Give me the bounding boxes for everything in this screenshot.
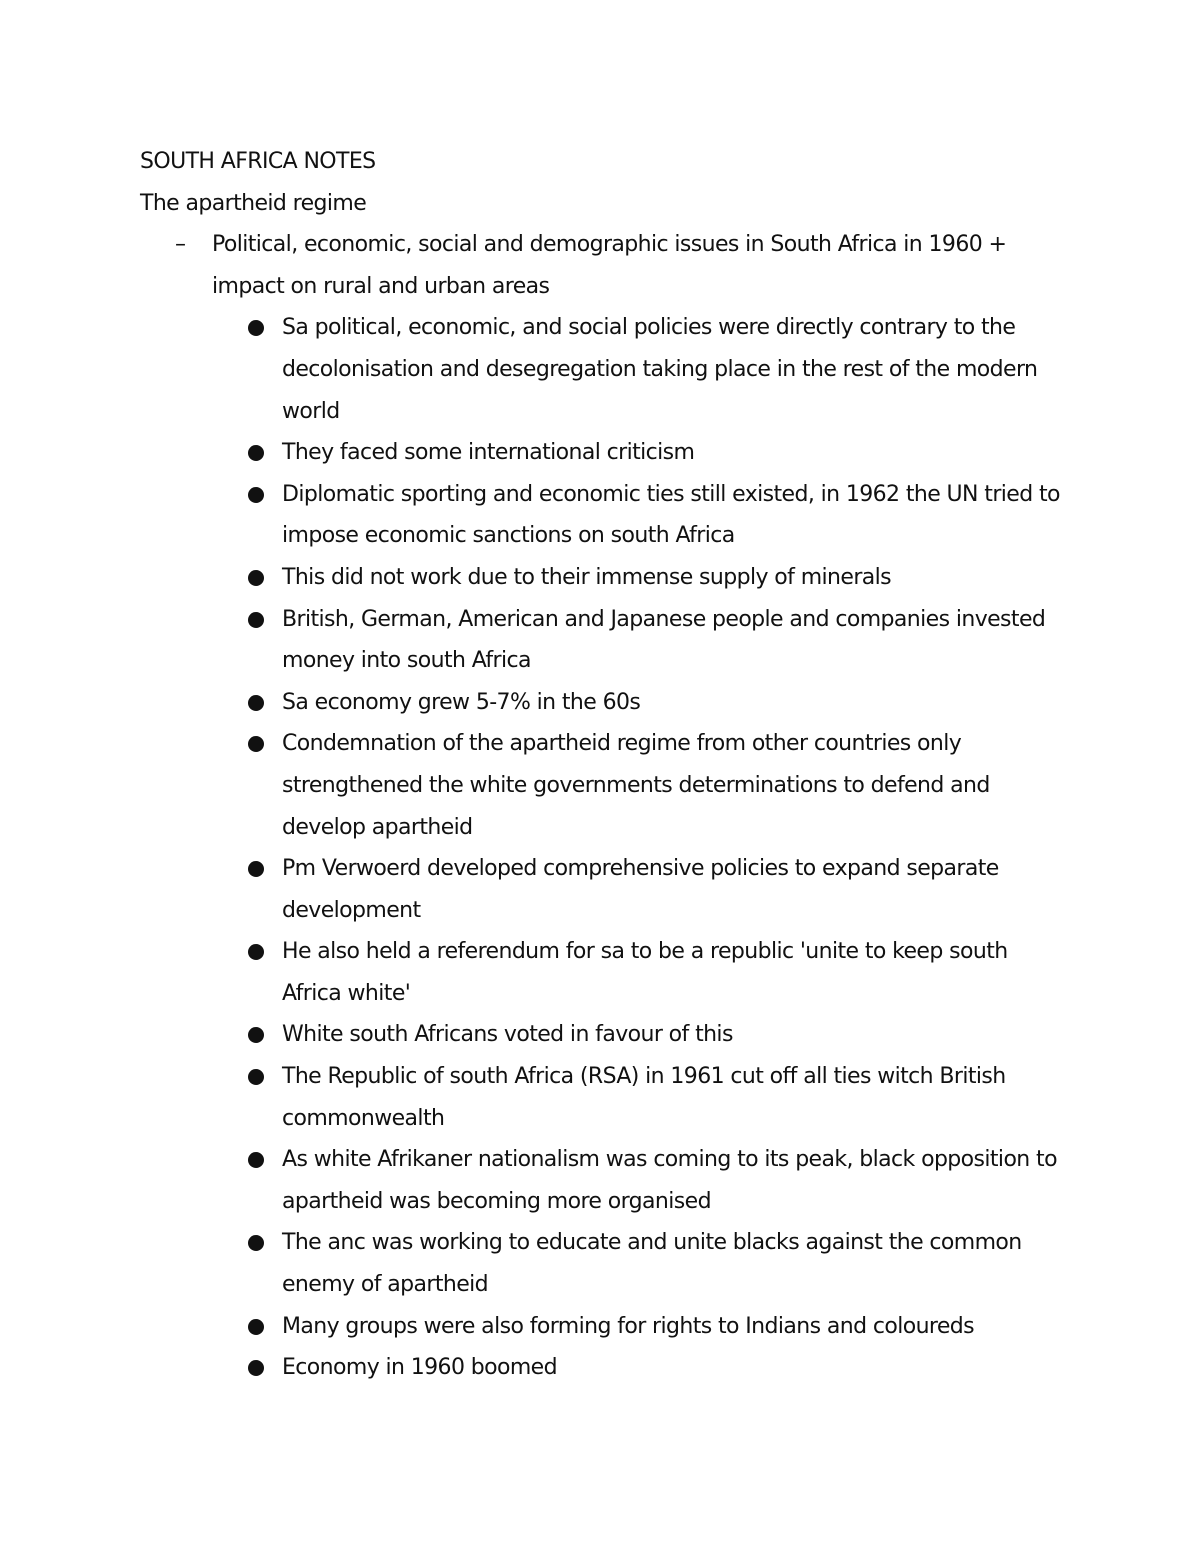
bullet-text: Diplomatic sporting and economic ties still existed, in 1962 the UN tried to impose economic sanctions on south Africa [282,481,1060,549]
bullet-item [248,599,1062,682]
topic-text: Political, economic, social and demographic issues in South Africa in 1960 + impact on rural and urban areas [212,232,1007,299]
section-heading: The apartheid regime [140,190,367,216]
bullet-text: As white Afrikaner nationalism was coming to its peak, black opposition to apartheid was becoming more organised [282,1147,1057,1214]
bullet-item [248,474,1062,557]
bullet-dot-icon [248,1360,264,1376]
bullet-dot-icon [248,1235,264,1251]
dash-marker: – [175,232,186,258]
bullet-item [248,307,1062,432]
bullet-dot-icon [248,1319,264,1335]
bullet-item [248,1056,1062,1139]
bullet-dot-icon [248,320,264,336]
bullet-text: Many groups were also forming for rights to Indians and coloureds [282,1313,975,1339]
bullet-text: They faced some international criticism [282,440,695,466]
bullet-item [248,432,1062,474]
bullet-text: He also held a referendum for sa to be a republic 'unite to keep south Africa white' [282,939,1008,1006]
bullet-dot-icon [248,944,264,960]
bullet-item [248,1222,1062,1305]
bullet-text: Sa economy grew 5-7% in the 60s [282,689,641,715]
bullet-item [248,1014,1062,1056]
bullet-item [248,723,1062,848]
bullet-item [248,682,1062,724]
bullet-dot-icon [248,1027,264,1043]
bullet-dot-icon [248,861,264,877]
bullet-dot-icon [248,1069,264,1085]
bullet-dot-icon [248,445,264,461]
bullet-text: Economy in 1960 boomed [282,1355,557,1381]
bullet-item [248,1306,1062,1348]
bullet-text: Sa political, economic, and social policies were directly contrary to the decolonisation and desegregation taking place in the rest of the modern world [282,315,1038,424]
bullet-text: Pm Verwoerd developed comprehensive policies to expand separate development [282,856,999,923]
page-title: SOUTH AFRICA NOTES [140,149,376,174]
bullet-text: The anc was working to educate and unite blacks against the common enemy of apartheid [282,1230,1022,1298]
bullet-item [248,1347,1062,1389]
bullet-text: White south Africans voted in favour of this [282,1022,733,1048]
bullet-text: British, German, American and Japanese people and companies invested money into south Africa [282,606,1046,674]
bullet-item [248,557,1062,599]
bullet-item [248,848,1062,931]
bullet-dot-icon [248,1152,264,1168]
bullet-dot-icon [248,612,264,628]
bullet-dot-icon [248,487,264,503]
bullet-text: This did not work due to their immense supply of minerals [282,564,892,590]
bullet-dot-icon [248,695,264,711]
bullet-item [248,931,1062,1014]
bullet-dot-icon [248,736,264,752]
bullet-item [248,1139,1062,1222]
bullet-dot-icon [248,570,264,586]
bullet-text: Condemnation of the apartheid regime from other countries only strengthened the white governments determinations to defend and develop apartheid [282,731,990,840]
bullet-text: The Republic of south Africa (RSA) in 1961 cut off all ties witch British commonwealth [282,1064,1006,1131]
bullet-list [248,307,1078,1388]
